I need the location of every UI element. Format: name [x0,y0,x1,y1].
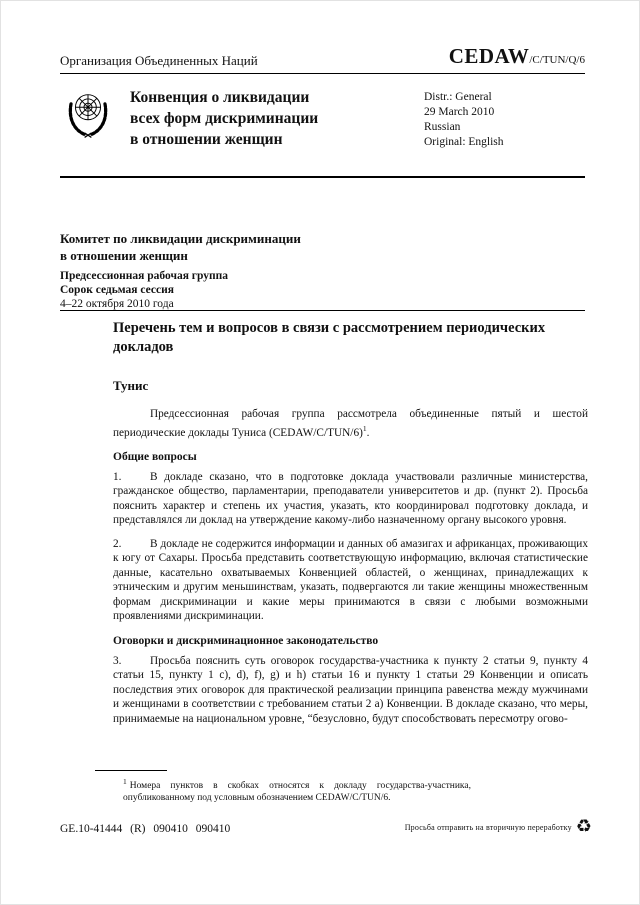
un-emblem-icon [61,84,115,142]
recycle-notice [405,818,592,836]
footnote-reference: 1 [362,423,367,433]
convention-title-line: Конвенция о ликвидации [130,89,310,106]
footnote-area [95,770,525,804]
working-group: Предсессионная рабочая группа [60,270,229,282]
intro-period: . [366,426,370,439]
document-reference-number: GE.10-41444 (R) 090410 090410 [60,823,231,835]
paragraph-text: В докладе не содержится информации и данных об амазигах и африканцах, проживающих к югу от Сахары. Просьба представить соответствующую информацию, включая статистические данные, касательно охватываемых Конвенцией областей, о женщинах, принадлежащих к этническим и другим меньшинствам, указать, подвергаются ли такие женщины множественным формам дискриминации и какие меры принимаются в связи с любыми возможными проявлениями дискриминации. [113,537,588,623]
intro-paragraph [113,407,588,440]
recycle-icon: ♻ [575,816,592,837]
page-title: Перечень тем и вопросов в связи с рассмотрением периодических докладов [113,320,546,355]
masthead-divider [60,176,585,178]
org-name: Организация Объединенных Наций [60,53,258,68]
paragraph-number: 2. [113,537,122,550]
distr-date: 29 March 2010 [424,106,495,118]
footnote-text: Номера пунктов в скобках относятся к докладу государства-участника, опубликованному под условным обозначением CEDAW/C/TUN/6. [123,781,471,804]
distr-type: Distr.: General [424,91,492,103]
country-heading: Тунис [113,378,149,393]
paragraph-text: Просьба пояснить суть оговорок государства-участника к пункту 2 статьи 9, пункту 4 статьи 15, пункту 1 с), d), f), g) и h) статьи 16 и пункту 1 статьи 29 Конвенции и описать последствия этих оговорок для практической реализации принципа равенства между мужчинами и женщинами в соответствии с требованием статьи 2 а) Конвенции. В докладе сказано, что меры, принимаемые на национальном уровне, “безусловно, будут способствовать пересмотру огово- [113,654,588,725]
numbered-paragraph [113,654,588,727]
paragraph-text: В докладе сказано, что в подготовке доклада участвовали различные министерства, гражданское общество, парламентарии, преподаватели университетов и др. (пункт 2). Просьба пояснить характер и степень их участия, указать, кто координировал подготовку доклада, и представлялся ли доклад на утверждение какому-либо назначенному органу высокого уровня. [113,470,588,527]
footnote [123,776,471,804]
intro-text: Предсессионная рабочая группа рассмотрела объединенные пятый и шестой периодические доклады Туниса (CEDAW/C/TUN/6) [113,408,588,439]
footnote-divider [95,770,167,771]
convention-title-line: всех форм дискриминации [130,110,319,127]
doc-symbol-suffix: /C/TUN/Q/6 [529,54,585,66]
section-heading-general: Общие вопросы [113,450,197,463]
distr-original: Original: English [424,136,504,148]
document-body [113,319,588,735]
session-title: Сорок седьмая сессия [60,284,174,296]
distribution-block [424,90,504,150]
section-heading-reservations: Оговорки и дискриминационное законодательство [113,634,379,647]
numbered-paragraph [113,537,588,624]
paragraph-number: 1. [113,470,122,483]
committee-name-line: в отношении женщин [60,247,188,263]
committee-block [60,231,301,311]
doc-symbol-main: CEDAW [448,44,530,68]
numbered-paragraph [113,470,588,528]
recycle-text: Просьба отправить на вторичную переработку [404,822,572,832]
footnote-number: 1 [123,777,127,786]
convention-title [130,87,318,150]
committee-name-line: Комитет по ликвидации дискриминации [60,231,301,246]
section-divider [60,310,585,311]
distr-language: Russian [424,121,461,133]
paragraph-number: 3. [113,654,122,667]
doc-symbol [449,44,585,69]
session-dates: 4–22 октября 2010 года [60,298,174,310]
top-header [60,44,585,74]
convention-title-line: в отношении женщин [130,131,283,148]
